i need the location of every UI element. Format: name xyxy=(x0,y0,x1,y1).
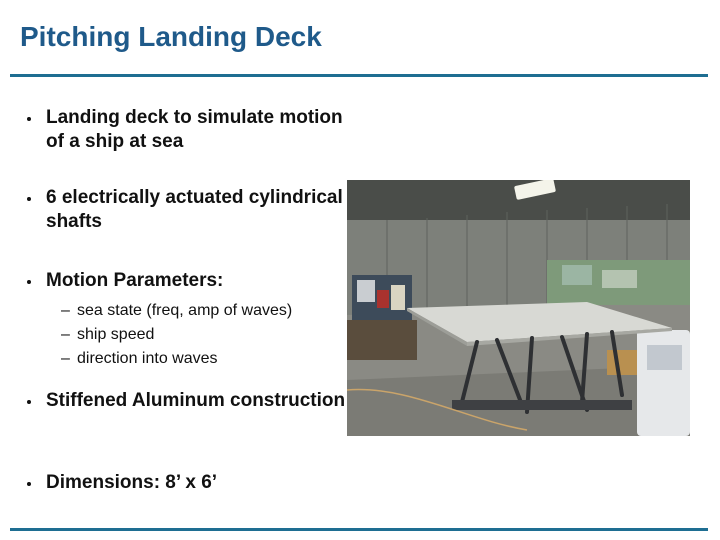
landing-deck-photo xyxy=(347,180,690,436)
landing-deck-photo-illustration xyxy=(347,180,690,436)
sub-bullet-list xyxy=(27,299,356,371)
footer-divider xyxy=(10,528,708,531)
sub-bullet-item: – ship speed xyxy=(61,326,155,343)
bullet-item xyxy=(27,106,356,154)
bullet-item xyxy=(27,471,356,495)
bullet-text: Landing deck to simulate motion of a ship at sea xyxy=(46,107,343,152)
sub-bullet-text: direction into waves xyxy=(77,350,218,367)
bullet-text: Dimensions: 8’ x 6’ xyxy=(46,472,218,493)
bullet-text: 6 electrically actuated cylindrical shafts xyxy=(46,187,343,232)
bullet-item xyxy=(27,186,356,234)
bullet-dot xyxy=(27,197,31,201)
sub-bullet-item: – sea state (freq, amp of waves) xyxy=(61,302,293,319)
bullet-text: Stiffened Aluminum construction xyxy=(46,390,346,411)
bullet-dot xyxy=(27,400,31,404)
slide-title: Pitching Landing Deck xyxy=(20,21,322,52)
bullet-dot xyxy=(27,482,31,486)
bullet-dot xyxy=(27,280,31,284)
bullet-dot xyxy=(27,117,31,121)
bullet-item xyxy=(27,389,356,413)
title-divider xyxy=(10,74,708,77)
bullet-item xyxy=(27,269,356,371)
sub-bullet-text: sea state (freq, amp of waves) xyxy=(77,302,293,319)
sub-bullet-item: – direction into waves xyxy=(61,350,218,367)
sub-bullet-text: ship speed xyxy=(77,326,155,343)
bullet-text: Motion Parameters: xyxy=(46,270,224,291)
